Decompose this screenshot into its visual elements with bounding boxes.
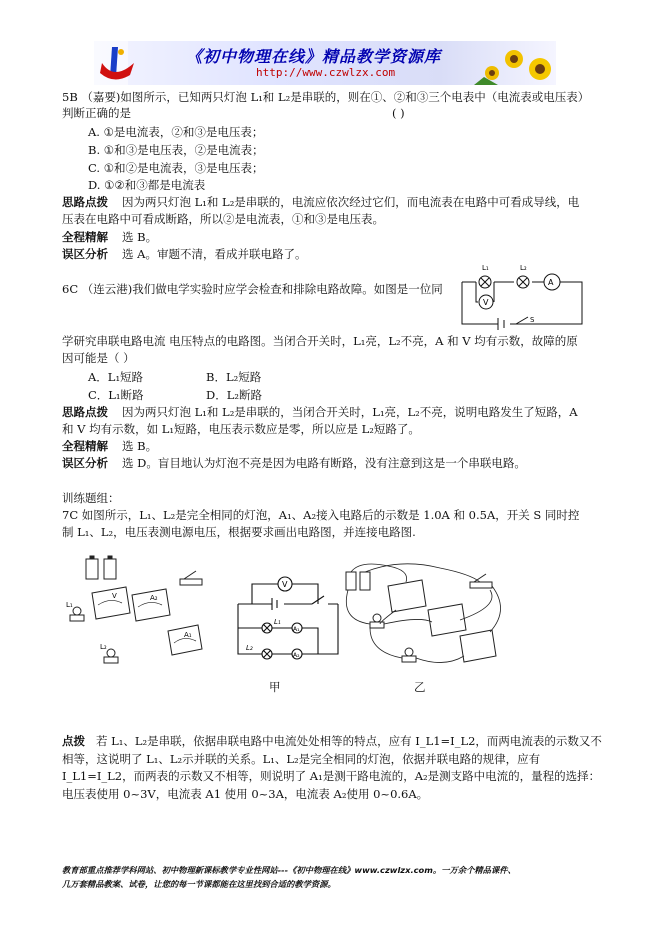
- q6-circuit-diagram: [458, 262, 588, 330]
- q6-hint-line2: 和 V 均有示数，如 L₁短路，电压表示数应是零，所以应是 L₂短路了。: [62, 422, 420, 436]
- dianbo-line2: 相等，这说明了 L₁、L₂示并联的关系。L₁、L₂是完全相同的灯泡，依据并联电路的规律，应有: [62, 752, 541, 766]
- q7-figure-jia-caption: 甲: [269, 680, 281, 694]
- q7-components-l2: L₂: [100, 643, 107, 651]
- q6-hint-label: 思路点拨: [62, 405, 108, 419]
- q5-error-label: 误区分析: [62, 247, 108, 261]
- q6-error: 选 D。盲目地认为灯泡不亮是因为电路有断路，没有注意到这是一个串联电路。: [122, 456, 526, 470]
- q7-jia-l2: L₂: [246, 644, 253, 652]
- q6-option-b: B．L₂短路: [206, 370, 262, 384]
- q6-stem-line2: 学研究串联电路电流 电压特点的电路图。当闭合开关时，L₁亮，L₂不亮，A 和 V 均有示数，故障的原: [62, 334, 578, 348]
- q5-error: 选 A。审题不清，看成并联电路了。: [122, 247, 307, 261]
- q6-circuit-ammeter: A: [548, 278, 554, 287]
- q7-jia-a1: A₁: [293, 626, 300, 633]
- q7-jia-a2: A₂: [293, 652, 300, 659]
- q6-stem-line3: 因可能是（ ）: [62, 351, 135, 365]
- footer-line1: 教育部重点推荐学科网站、初中物理新课标教学专业性网站---《初中物理在线》www.czwlzx.com。一万余个精品课件、: [62, 865, 516, 875]
- dianbo-line4: 电压表使用 0~3V，电流表 A1 使用 0~3A，电流表 A₂使用 0~0.6A。: [62, 787, 429, 801]
- dianbo-label: 点拨: [62, 734, 85, 748]
- q7-jia-v: V: [282, 580, 288, 589]
- dianbo-line1: 若 L₁、L₂是串联，依据串联电路中电流处处相等的特点，应有 I_L1=I_L2，而两电流表的示数又不: [96, 734, 602, 748]
- q7-wired-yi: [340, 560, 512, 674]
- q5-answer-label: 全程精解: [62, 230, 108, 244]
- q7-components-a2: A₂: [150, 594, 158, 602]
- dianbo-line3: I_L1=I_L2，而两表的示数又不相等，则说明了 A₁是测干路电流的，A₂是测支路中电流的，量程的选择：: [62, 769, 601, 783]
- q6-option-a: A．L₁短路: [88, 370, 144, 384]
- q5-blank: ( ): [392, 106, 405, 120]
- q5-option-a: A. ①是电流表，②和③是电压表；: [88, 125, 264, 139]
- q5-hint-line2: 压表在电路中可看成断路，所以②是电流表，①和③是电压表。: [62, 212, 384, 226]
- q6-answer: 选 B。: [122, 439, 158, 453]
- q7-schematic-jia: [232, 568, 344, 666]
- q6-stem-line1: 6C （连云港)我们做电学实验时应学会检查和排除电路故障。如图是一位同: [62, 282, 443, 296]
- q6-circuit-l2: L₂: [520, 264, 527, 272]
- q5-option-c: C. ①和②是电流表，③是电压表；: [88, 161, 264, 175]
- q7-line1: 7C 如图所示，L₁、L₂是完全相同的灯泡，A₁、A₂接入电路后的示数是 1.0A 和 0.5A，开关 S 同时控: [62, 508, 580, 522]
- q7-line2: 制 L₁、L₂，电压表测电源电压，根据要求画出电路图，并连接电路图.: [62, 525, 416, 539]
- q5-stem-line1: 5B （嘉要)如图所示，已知两只灯泡 L₁和 L₂是串联的，则在①、②和③三个电表中（电流表或电压表）: [62, 90, 590, 104]
- q5-option-b: B. ①和③是电压表，②是电流表；: [88, 143, 264, 157]
- q6-option-c: C．L₁断路: [88, 388, 144, 402]
- q6-circuit-switch: S: [530, 316, 535, 324]
- q5-hint-line1: 因为两只灯泡 L₁和 L₂是串联的，电流应依次经过它们，而电流表在电路中可看成导线，电: [122, 195, 580, 209]
- banner-title: 《初中物理在线》精品教学资源库: [186, 47, 442, 66]
- q6-answer-label: 全程精解: [62, 439, 108, 453]
- q7-components-a1: A₁: [184, 631, 192, 639]
- q5-hint-label: 思路点拨: [62, 195, 108, 209]
- training-heading: 训练题组：: [62, 491, 120, 505]
- q6-error-label: 误区分析: [62, 456, 108, 470]
- q7-components-l1: L₁: [66, 601, 73, 609]
- q7-figure-yi-caption: 乙: [414, 680, 426, 694]
- q6-option-d: D．L₂断路: [206, 388, 262, 402]
- q7-jia-l1: L₁: [274, 618, 281, 626]
- q6-hint-line1: 因为两只灯泡 L₁和 L₂是串联的，当闭合开关时，L₁亮，L₂不亮，说明电路发生了短路，A: [122, 405, 578, 419]
- q5-answer: 选 B。: [122, 230, 158, 244]
- site-banner: [94, 41, 556, 85]
- q7-components-figure: [60, 553, 220, 673]
- q7-components-v: V: [112, 592, 117, 600]
- q6-circuit-l1: L₁: [482, 264, 489, 272]
- q5-option-d: D. ①②和③都是电流表: [88, 178, 206, 192]
- q6-circuit-voltmeter: V: [483, 298, 489, 307]
- banner-url[interactable]: http://www.czwlzx.com: [256, 66, 396, 79]
- q5-stem-line2: 判断正确的是: [62, 106, 131, 120]
- footer-line2: 几万套精品教案、试卷，让您的每一节课都能在这里找到合适的教学资源。: [62, 879, 336, 889]
